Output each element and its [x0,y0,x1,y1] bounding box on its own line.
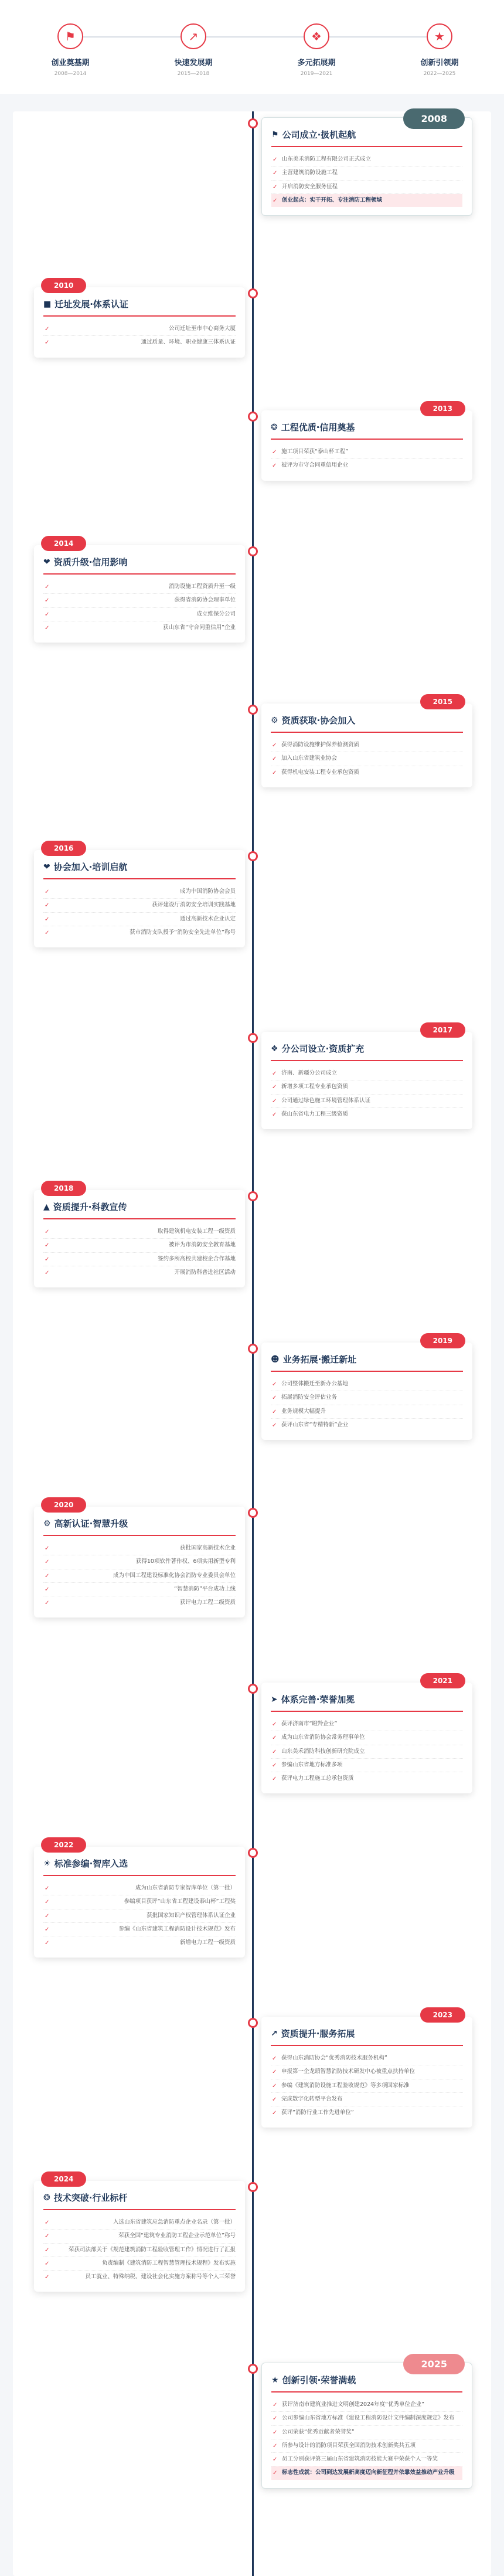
milestone-item: ✓ 获批国家知识产权管理体系认证企业 [43,1909,236,1923]
timeline-card-2016[interactable] [34,844,245,947]
milestone-item: ✓ 施工项目荣获“泰山杯工程” [271,446,463,459]
timeline-node [248,1684,258,1694]
year-badge: 2024 [41,2171,86,2187]
award-icon: ❂ [43,2193,50,2203]
card-title [271,421,463,440]
timeline-card-2008[interactable] [261,113,472,216]
milestone-item: ✓ 参编《建筑消防设施工程验收规范》等多项国家标准 [271,2079,463,2093]
year-badge: 2020 [41,1497,86,1513]
year-badge: 2013 [420,401,465,416]
card-title [43,556,236,575]
milestone-item: ✓ 山东美禾消防科技创新研究院成立 [271,1745,463,1759]
timeline-node [248,412,258,422]
phase-title: 多元拓展期 [297,59,336,67]
milestone-item: ✓ 员工就业、特殊纳税、建设社会化实施方案称号等个人三荣誉 [43,2271,236,2283]
timeline-node [248,2018,258,2028]
phase-1[interactable] [23,23,117,77]
milestone-item: ✓ 获评电力工程施工总承包资质 [271,1772,463,1785]
timeline-card-2020[interactable] [34,1501,245,1617]
milestone-item: ✓ 获得省消防协会理事单位 [43,594,236,607]
timeline-node [248,705,258,715]
milestone-item: ✓ 获得山东消防协会“优秀消防技术服务机构” [271,2052,463,2065]
milestone-list [271,153,462,207]
milestone-item: ✓ 获评电力工程二级资质 [43,1596,236,1609]
milestone-highlight: ✓ 标志性成就：公司到达发展新高度迈向新征程并依靠效益推动产业升级 [271,2466,462,2479]
card-title-text: 资质获取·协会加入 [281,715,356,726]
phase-years: 2008—2014 [54,71,87,77]
milestone-item: ✓ 申报第一企龙頭智慧消防技术研发中心被重点扶持单位 [271,2065,463,2079]
chart-icon: ↗ [181,23,206,49]
milestone-list [43,1882,236,1949]
card-title [271,1353,463,1372]
timeline-card-2023[interactable] [261,2011,472,2128]
year-badge: 2022 [41,1837,86,1853]
milestone-item: ✓ 获评建设厅消防安全培训实践基地 [43,899,236,912]
phase-title: 创业奠基期 [51,59,90,67]
milestone-item: ✓ 公司整体搬迁至新办公基地 [271,1378,463,1391]
year-badge: 2017 [420,1022,465,1038]
card-title-text: 公司成立·扱机起航 [282,130,356,140]
card-title [43,1857,236,1876]
card-title-text: 资质提升·科教宣传 [53,1202,127,1212]
timeline-card-2015[interactable] [261,698,472,787]
card-title [271,2374,462,2393]
milestone-item: ✓ 获山东省电力工程三级资质 [271,1108,463,1121]
milestone-highlight: ✓ 创业起点：实干开拓、专注消防工程领域 [271,194,462,207]
timeline-node [248,851,258,861]
timeline-card-2024[interactable] [34,2175,245,2292]
phase-4[interactable] [393,23,486,77]
milestone-item: ✓ 被评为市守合同重信用企业 [271,459,463,472]
milestone-item: ✓ 被评为市消防安全教育基地 [43,1239,236,1252]
milestone-item: ✓ 公司通过绿色施工环境管理体系认证 [271,1095,463,1108]
milestone-item: ✓ 成为山东省消防专家智库单位（第一批） [43,1882,236,1895]
year-badge: 2018 [41,1181,86,1196]
milestone-list [271,1718,463,1785]
milestone-item: ✓ 获评济南市“瞪羚企业” [271,1718,463,1731]
card-title [43,1201,236,1219]
milestone-item: ✓ 员工分别获评第三届山东省建筑消防技能大赛中荣获个人一等奖 [271,2453,462,2466]
milestone-item: ✓ 成立维保分公司 [43,608,236,621]
milestone-item: ✓ 主营建筑消防设施工程 [271,166,462,180]
trophy-icon: ★ [427,23,452,49]
milestone-list [271,2052,463,2119]
phase-header [0,0,504,94]
milestone-item: ✓ 获得机电安装工程专业承包资质 [271,766,463,779]
milestone-item: ✓ 荣获司法部关于《规范建筑消防工程验收管理工作》情况进行了汇报 [43,2244,236,2257]
year-badge: 2015 [420,694,465,709]
card-title-text: 迁址发展·体系认证 [55,299,128,310]
milestone-item: ✓ 通过高新技术企业认定 [43,913,236,926]
card-title [271,1042,463,1061]
milestone-item: ✓ 加入山东省建筑业协会 [271,752,463,766]
year-badge: 2019 [420,1333,465,1348]
year-badge: 2025 [403,2354,465,2374]
card-title-text: 工程优质·信用奠基 [281,422,355,433]
phase-2[interactable] [147,23,240,77]
milestone-list [43,322,236,349]
milestone-item: ✓ 获批国家高新技术企业 [43,1542,236,1555]
card-title-text: 创新引领·荣誉满载 [282,2375,356,2385]
network-icon: ❖ [271,1044,278,1053]
card-title [43,2191,236,2210]
milestone-item: ✓ 获山东省“守合同重信用”企业 [43,621,236,634]
milestone-item: ✓ “智慧消防”平台成功上线 [43,1583,236,1596]
milestone-item: ✓ 参编山东省地方标准多项 [271,1759,463,1772]
card-title [271,1693,463,1712]
year-badge: 2016 [41,841,86,856]
phase-title: 快速发展期 [174,59,213,67]
card-title [271,128,462,147]
card-title-text: 业务拓展·搬迁新址 [282,1354,357,1365]
phase-years: 2019—2021 [300,71,333,77]
graduation-icon: ▲ [43,1202,50,1212]
milestone-item: ✓ 所参与设计的消防项目荣获全国消防技术创新奖共五项 [271,2439,462,2453]
timeline-card-2018[interactable] [34,1184,245,1287]
timeline-node [248,1848,258,1858]
timeline-card-2010[interactable] [34,281,245,358]
milestone-item: ✓ 公司迁址至市中心商务大厦 [43,322,236,336]
rocket-icon: ➤ [271,1694,278,1704]
milestone-item: ✓ 获市消防支队授予“消防安全先进单位”称号 [43,926,236,939]
card-title [43,1517,236,1536]
milestone-item: ✓ 成为中国工程建设标准化协会消防专业委员会单位 [43,1569,236,1583]
milestone-item: ✓ 入选山东省建筑应急消防重点企业名录（第一批） [43,2216,236,2230]
building-icon: ■ [43,299,52,309]
year-badge: 2014 [41,536,86,551]
timeline-node [248,2182,258,2192]
card-title-text: 技术突破·行业标杆 [53,2193,128,2203]
phase-3[interactable] [270,23,363,77]
milestone-list [43,1225,236,1279]
milestone-item: ✓ 拓展消防安全评估业务 [271,1391,463,1405]
timeline-node [248,1344,258,1354]
milestone-item: ✓ 负责编制《建筑消防工程智慧管理技术规程》发布实施 [43,2257,236,2271]
gear-icon: ⚙ [271,715,278,725]
milestone-list [43,885,236,939]
year-badge: 2021 [420,1673,465,1688]
milestone-item: ✓ 通过质量、环境、职业健康三体系认证 [43,336,236,349]
trend-icon: ↗ [271,2028,278,2038]
flag-icon: ⚑ [57,23,83,49]
milestone-item: ✓ 参编项目获评“山东省工程建设泰山杯”工程奖 [43,1895,236,1909]
flag-icon: ⚑ [271,130,279,140]
milestone-list [271,446,463,473]
card-title-text: 标准参编·智库入选 [54,1858,128,1869]
users-icon: ☻ [271,1354,280,1364]
bulb-icon: ☀ [43,1858,51,1868]
milestone-item: ✓ 成为中国消防协会会员 [43,885,236,899]
timeline-card-2013[interactable] [261,405,472,481]
timeline-node [248,1191,258,1201]
milestone-list [271,1067,463,1121]
timeline-node [248,288,258,298]
phase-years: 2022—2025 [423,71,456,77]
milestone-item: ✓ 获评济南市建筑业推进文明创建2024年度“优秀单位企业” [271,2398,462,2412]
milestone-item: ✓ 完成数字化转型平台发布 [271,2093,463,2106]
timeline-node [248,546,258,556]
milestone-item: ✓ 获得消防设施维护保养检测资质 [271,739,463,752]
milestone-item: ✓ 开启消防安全服务征程 [271,181,462,194]
milestone-item: ✓ 获评山东省“专精特新”企业 [271,1419,463,1432]
milestone-list [43,1542,236,1609]
phase-title: 创新引领期 [420,59,459,67]
timeline-node [248,1508,258,1518]
timeline-node [248,1033,258,1043]
handshake-icon: ❤ [43,862,50,872]
timeline-card-2017[interactable] [261,1026,472,1129]
milestone-item: ✓ 消防设施工程资质升至一级 [43,580,236,594]
year-badge: 2008 [403,108,465,129]
milestone-list [271,739,463,779]
year-badge: 2023 [420,2007,465,2023]
medal-icon: ❂ [271,422,278,432]
card-title [43,861,236,879]
timeline-card-2014[interactable] [34,539,245,643]
milestone-list [43,580,236,634]
card-title [43,298,236,317]
timeline-card-2022[interactable] [34,1841,245,1958]
milestone-item: ✓ 获评“消防行业工作先进单位” [271,2106,463,2119]
year-badge: 2010 [41,278,86,293]
card-title [271,2027,463,2046]
milestone-item: ✓ 公司参编山东省地方标准《建设工程消防设计文件编制深度规定》发布 [271,2412,462,2425]
gears-icon: ⚙ [43,1518,51,1528]
timeline-node [248,118,258,128]
milestone-item: ✓ 新增电力工程一级资质 [43,1936,236,1949]
milestone-item: ✓ 获得10项软件著作权、6项实用新型专利 [43,1555,236,1569]
milestone-item: ✓ 成为山东省消防协会常务理事单位 [271,1731,463,1745]
milestone-list [271,2398,462,2480]
card-title-text: 资质升级·信用影响 [53,557,128,567]
timeline-card-2019[interactable] [261,1337,472,1440]
milestone-item: ✓ 公司荣获“优秀贡献者荣誉奖” [271,2426,462,2439]
phase-connector-line [64,36,440,38]
card-title-text: 分公司设立·资质扩充 [281,1044,365,1054]
card-title-text: 高新认证·智慧升级 [54,1518,128,1529]
card-title-text: 体系完善·荣誉加冕 [281,1694,355,1705]
milestone-item: ✓ 山东美禾消防工程有限公司正式成立 [271,153,462,166]
handshake-icon: ❤ [43,557,50,567]
timeline-card-2021[interactable] [261,1677,472,1793]
card-title-text: 资质提升·服务拓展 [281,2028,355,2039]
card-title [271,714,463,733]
milestone-item: ✓ 荣获全国“建筑专业消防工程企业示范单位”称号 [43,2230,236,2243]
milestone-item: ✓ 取得建筑机电安装工程一级资质 [43,1225,236,1239]
network-icon: ❖ [304,23,329,49]
milestone-item: ✓ 业务规模大幅提升 [271,1405,463,1419]
milestone-list [271,1378,463,1432]
timeline-node [248,2364,258,2374]
milestone-item: ✓ 开展消防科普进社区活动 [43,1266,236,1279]
card-title-text: 协会加入·培训启航 [53,862,128,872]
timeline-card-2025[interactable] [261,2358,472,2489]
milestone-item: ✓ 参编《山东省建筑工程消防设计技术规范》发布 [43,1923,236,1936]
milestone-item: ✓ 济南、新疆分公司成立 [271,1067,463,1080]
phase-years: 2015—2018 [177,71,210,77]
milestone-item: ✓ 签约多所高校共建校企合作基地 [43,1253,236,1266]
trophy-icon: ★ [271,2375,279,2385]
milestone-list [43,2216,236,2283]
milestone-item: ✓ 新增多项工程专业承包资质 [271,1080,463,1094]
